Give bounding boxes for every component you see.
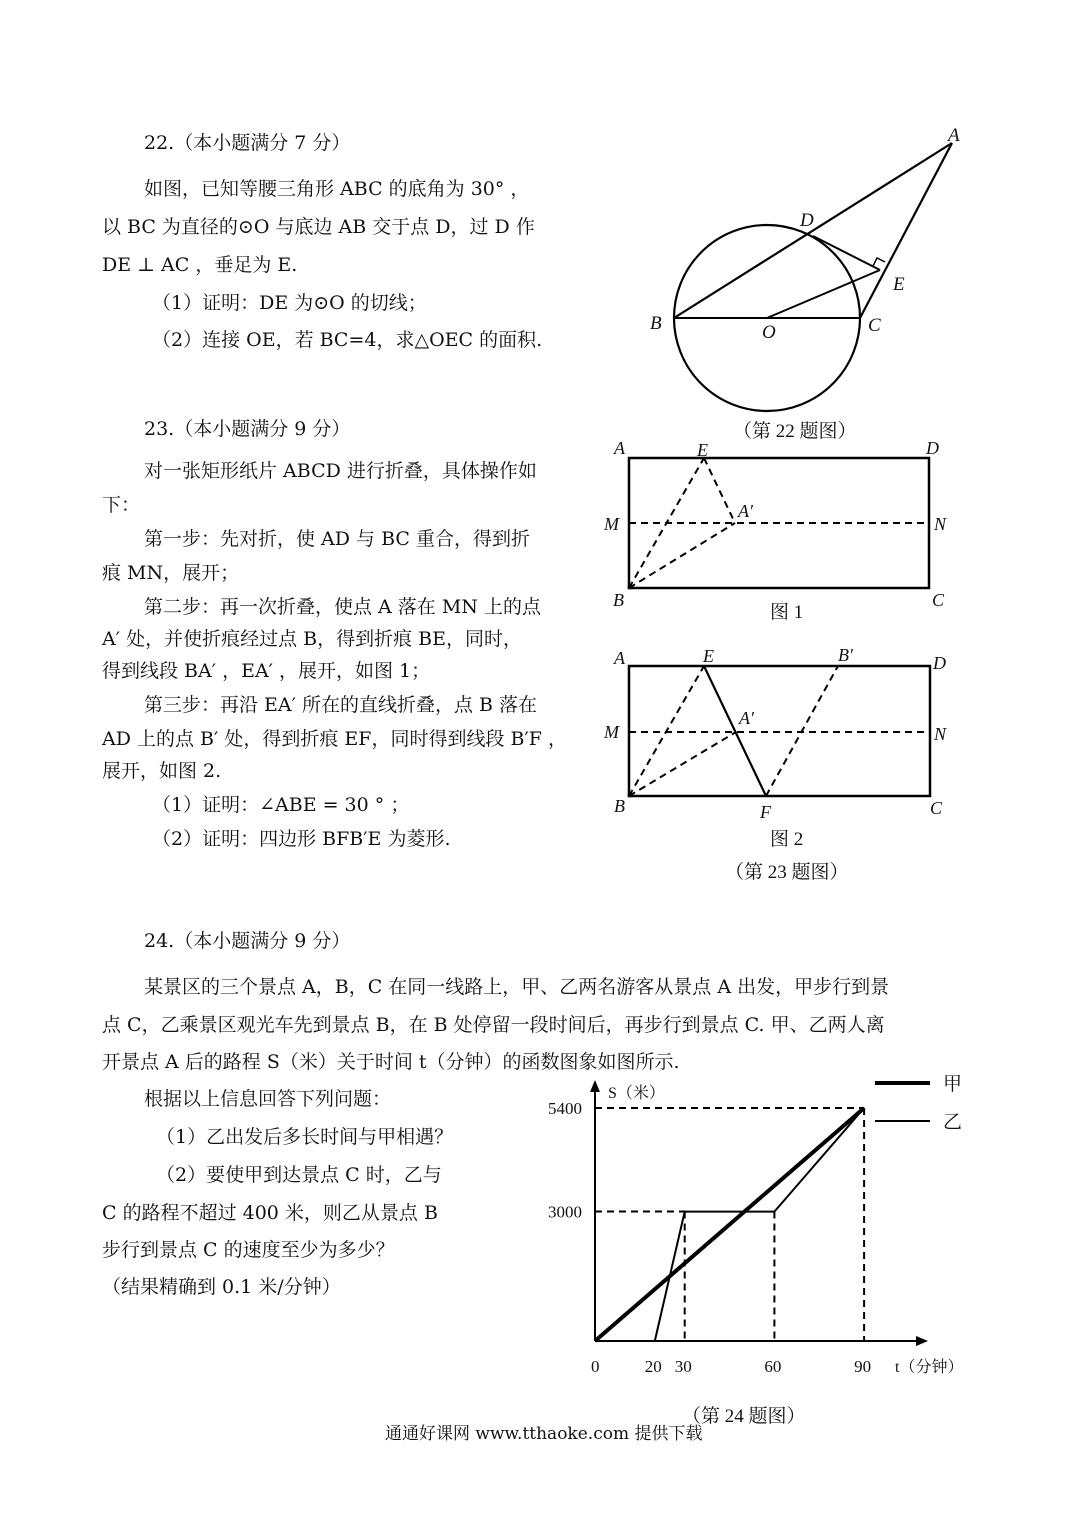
segment-ac bbox=[860, 143, 952, 318]
label-e: E bbox=[893, 274, 905, 295]
q24-line-6: （2）要使甲到达景点 C 时，乙与 bbox=[156, 1164, 442, 1186]
label-c: C bbox=[868, 315, 881, 336]
f1-label-d: D bbox=[926, 438, 939, 458]
f2-label-d: D bbox=[933, 653, 946, 673]
f2-label-n: N bbox=[934, 724, 947, 744]
q23-line-7: 得到线段 BA′ ，EA′ ，展开，如图 1； bbox=[102, 660, 431, 682]
x-tick-90: 90 bbox=[854, 1357, 872, 1376]
f1-label-b: B bbox=[613, 590, 624, 610]
x-tick-30: 30 bbox=[674, 1357, 692, 1376]
q23-line-8: 第三步：再沿 EA′ 所在的直线折叠，点 B 落在 bbox=[144, 694, 538, 716]
x-tick-60: 60 bbox=[764, 1357, 782, 1376]
y-axis-arrow bbox=[590, 1080, 600, 1092]
label-o: O bbox=[762, 322, 776, 343]
f2-label-b: B bbox=[614, 796, 625, 816]
f1-label-a-prime: A′ bbox=[738, 501, 753, 521]
q24-line-9: （结果精确到 0.1 米/分钟） bbox=[102, 1276, 341, 1298]
q24-chart bbox=[540, 1070, 980, 1430]
q22-caption: （第 22 题图） bbox=[733, 421, 857, 442]
segment-ba bbox=[629, 523, 735, 588]
f1-label-m: M bbox=[604, 514, 619, 534]
label-a: A bbox=[948, 125, 960, 146]
q23-figure-1 bbox=[596, 436, 966, 626]
segment-ba-2 bbox=[629, 732, 736, 796]
right-angle-mark bbox=[873, 258, 885, 266]
q23-line-9: AD 上的点 B′ 处，得到折痕 EF，同时得到线段 B′F ， bbox=[102, 728, 567, 750]
chart-series bbox=[595, 1108, 864, 1341]
chart-y-ticks bbox=[548, 1099, 582, 1222]
q24-line-2: 点 C，乙乘景区观光车先到景点 B，在 B 处停留一段时间后，再步行到景点 C. 甲、乙两人离 bbox=[102, 1014, 885, 1036]
q23-caption: （第 23 题图） bbox=[725, 862, 849, 883]
segment-de bbox=[813, 236, 880, 270]
f2-label-e: E bbox=[703, 646, 714, 666]
q22-header: 22.（本小题满分 7 分） bbox=[144, 132, 351, 154]
f1-caption: 图 1 bbox=[770, 602, 804, 623]
f2-label-f: F bbox=[760, 802, 771, 822]
f2-label-a-prime: A′ bbox=[739, 708, 754, 728]
q24-caption: （第 24 题图） bbox=[682, 1406, 806, 1427]
y-tick-3000: 3000 bbox=[548, 1202, 582, 1222]
q24-line-3: 开景点 A 后的路程 S（米）关于时间 t（分钟）的函数图象如图所示. bbox=[102, 1051, 680, 1073]
q22-line-1: 如图，已知等腰三角形 ABC 的底角为 30° ， bbox=[144, 178, 530, 200]
label-d: D bbox=[800, 210, 814, 231]
q23-figure-2 bbox=[596, 640, 966, 890]
q22-line-5: （2）连接 OE，若 BC=4，求△OEC 的面积. bbox=[152, 329, 543, 351]
chart-legend bbox=[875, 1074, 962, 1133]
segment-ea bbox=[704, 458, 735, 523]
q23-line-2: 下： bbox=[102, 494, 141, 516]
q24-line-8: 步行到景点 C 的速度至少为多少？ bbox=[102, 1239, 395, 1261]
q23-line-10: 展开，如图 2. bbox=[102, 760, 222, 782]
legend-label-jia: 甲 bbox=[943, 1074, 963, 1095]
y-tick-5400: 5400 bbox=[548, 1099, 582, 1118]
chart-x-ticks bbox=[591, 1357, 871, 1376]
f2-label-m: M bbox=[604, 722, 619, 742]
f2-caption: 图 2 bbox=[770, 829, 804, 850]
legend-label-yi: 乙 bbox=[943, 1112, 963, 1133]
q24-line-7: C 的路程不超过 400 米，则乙从景点 B bbox=[102, 1202, 438, 1224]
f2-label-b-prime: B′ bbox=[838, 645, 853, 665]
x-tick-0: 0 bbox=[591, 1357, 600, 1376]
q22-line-4: （1）证明：DE 为⊙O 的切线； bbox=[152, 292, 427, 314]
q22-figure bbox=[620, 118, 980, 448]
series-line-jia bbox=[595, 1108, 864, 1341]
q23-line-4: 痕 MN，展开； bbox=[102, 562, 240, 584]
q22-line-3: DE ⊥ AC ，垂足为 E. bbox=[102, 254, 298, 276]
f1-label-c: C bbox=[932, 590, 945, 610]
q22-line-2: 以 BC 为直径的⊙O 与底边 AB 交于点 D，过 D 作 bbox=[102, 216, 535, 238]
q23-line-12: （2）证明：四边形 BFB′E 为菱形. bbox=[152, 828, 451, 850]
series-line-yi bbox=[655, 1108, 864, 1341]
q24-line-4: 根据以上信息回答下列问题： bbox=[144, 1088, 392, 1110]
f1-label-n: N bbox=[934, 514, 947, 534]
q24-header: 24.（本小题满分 9 分） bbox=[144, 930, 351, 952]
q23-header: 23.（本小题满分 9 分） bbox=[144, 418, 351, 440]
q23-line-5: 第二步：再一次折叠，使点 A 落在 MN 上的点 bbox=[144, 596, 541, 618]
x-axis-label: t（分钟） bbox=[895, 1359, 964, 1376]
f1-label-a: A bbox=[614, 438, 625, 458]
q23-line-11: （1）证明：∠ABE = 30 ° ； bbox=[152, 794, 410, 816]
q23-line-1: 对一张矩形纸片 ABCD 进行折叠，具体操作如 bbox=[144, 460, 537, 482]
q24-line-1: 某景区的三个景点 A，B，C 在同一线路上，甲、乙两名游客从景点 A 出发，甲步行到景 bbox=[144, 976, 890, 998]
q24-line-5: （1）乙出发后多长时间与甲相遇？ bbox=[156, 1126, 454, 1148]
x-axis-arrow bbox=[916, 1336, 928, 1346]
f1-label-e: E bbox=[697, 440, 708, 460]
f2-label-a: A bbox=[614, 648, 625, 668]
x-tick-20: 20 bbox=[644, 1357, 662, 1376]
footer-text: 通通好课网 www.tthaoke.com 提供下载 bbox=[385, 1424, 703, 1444]
q23-line-3: 第一步：先对折，使 AD 与 BC 重合，得到折 bbox=[144, 528, 530, 550]
f2-label-c: C bbox=[930, 798, 943, 818]
y-axis-label: S（米） bbox=[608, 1085, 665, 1102]
label-b: B bbox=[650, 313, 662, 334]
q23-line-6: A′ 处，并使折痕经过点 B，得到折痕 BE，同时， bbox=[102, 628, 522, 650]
